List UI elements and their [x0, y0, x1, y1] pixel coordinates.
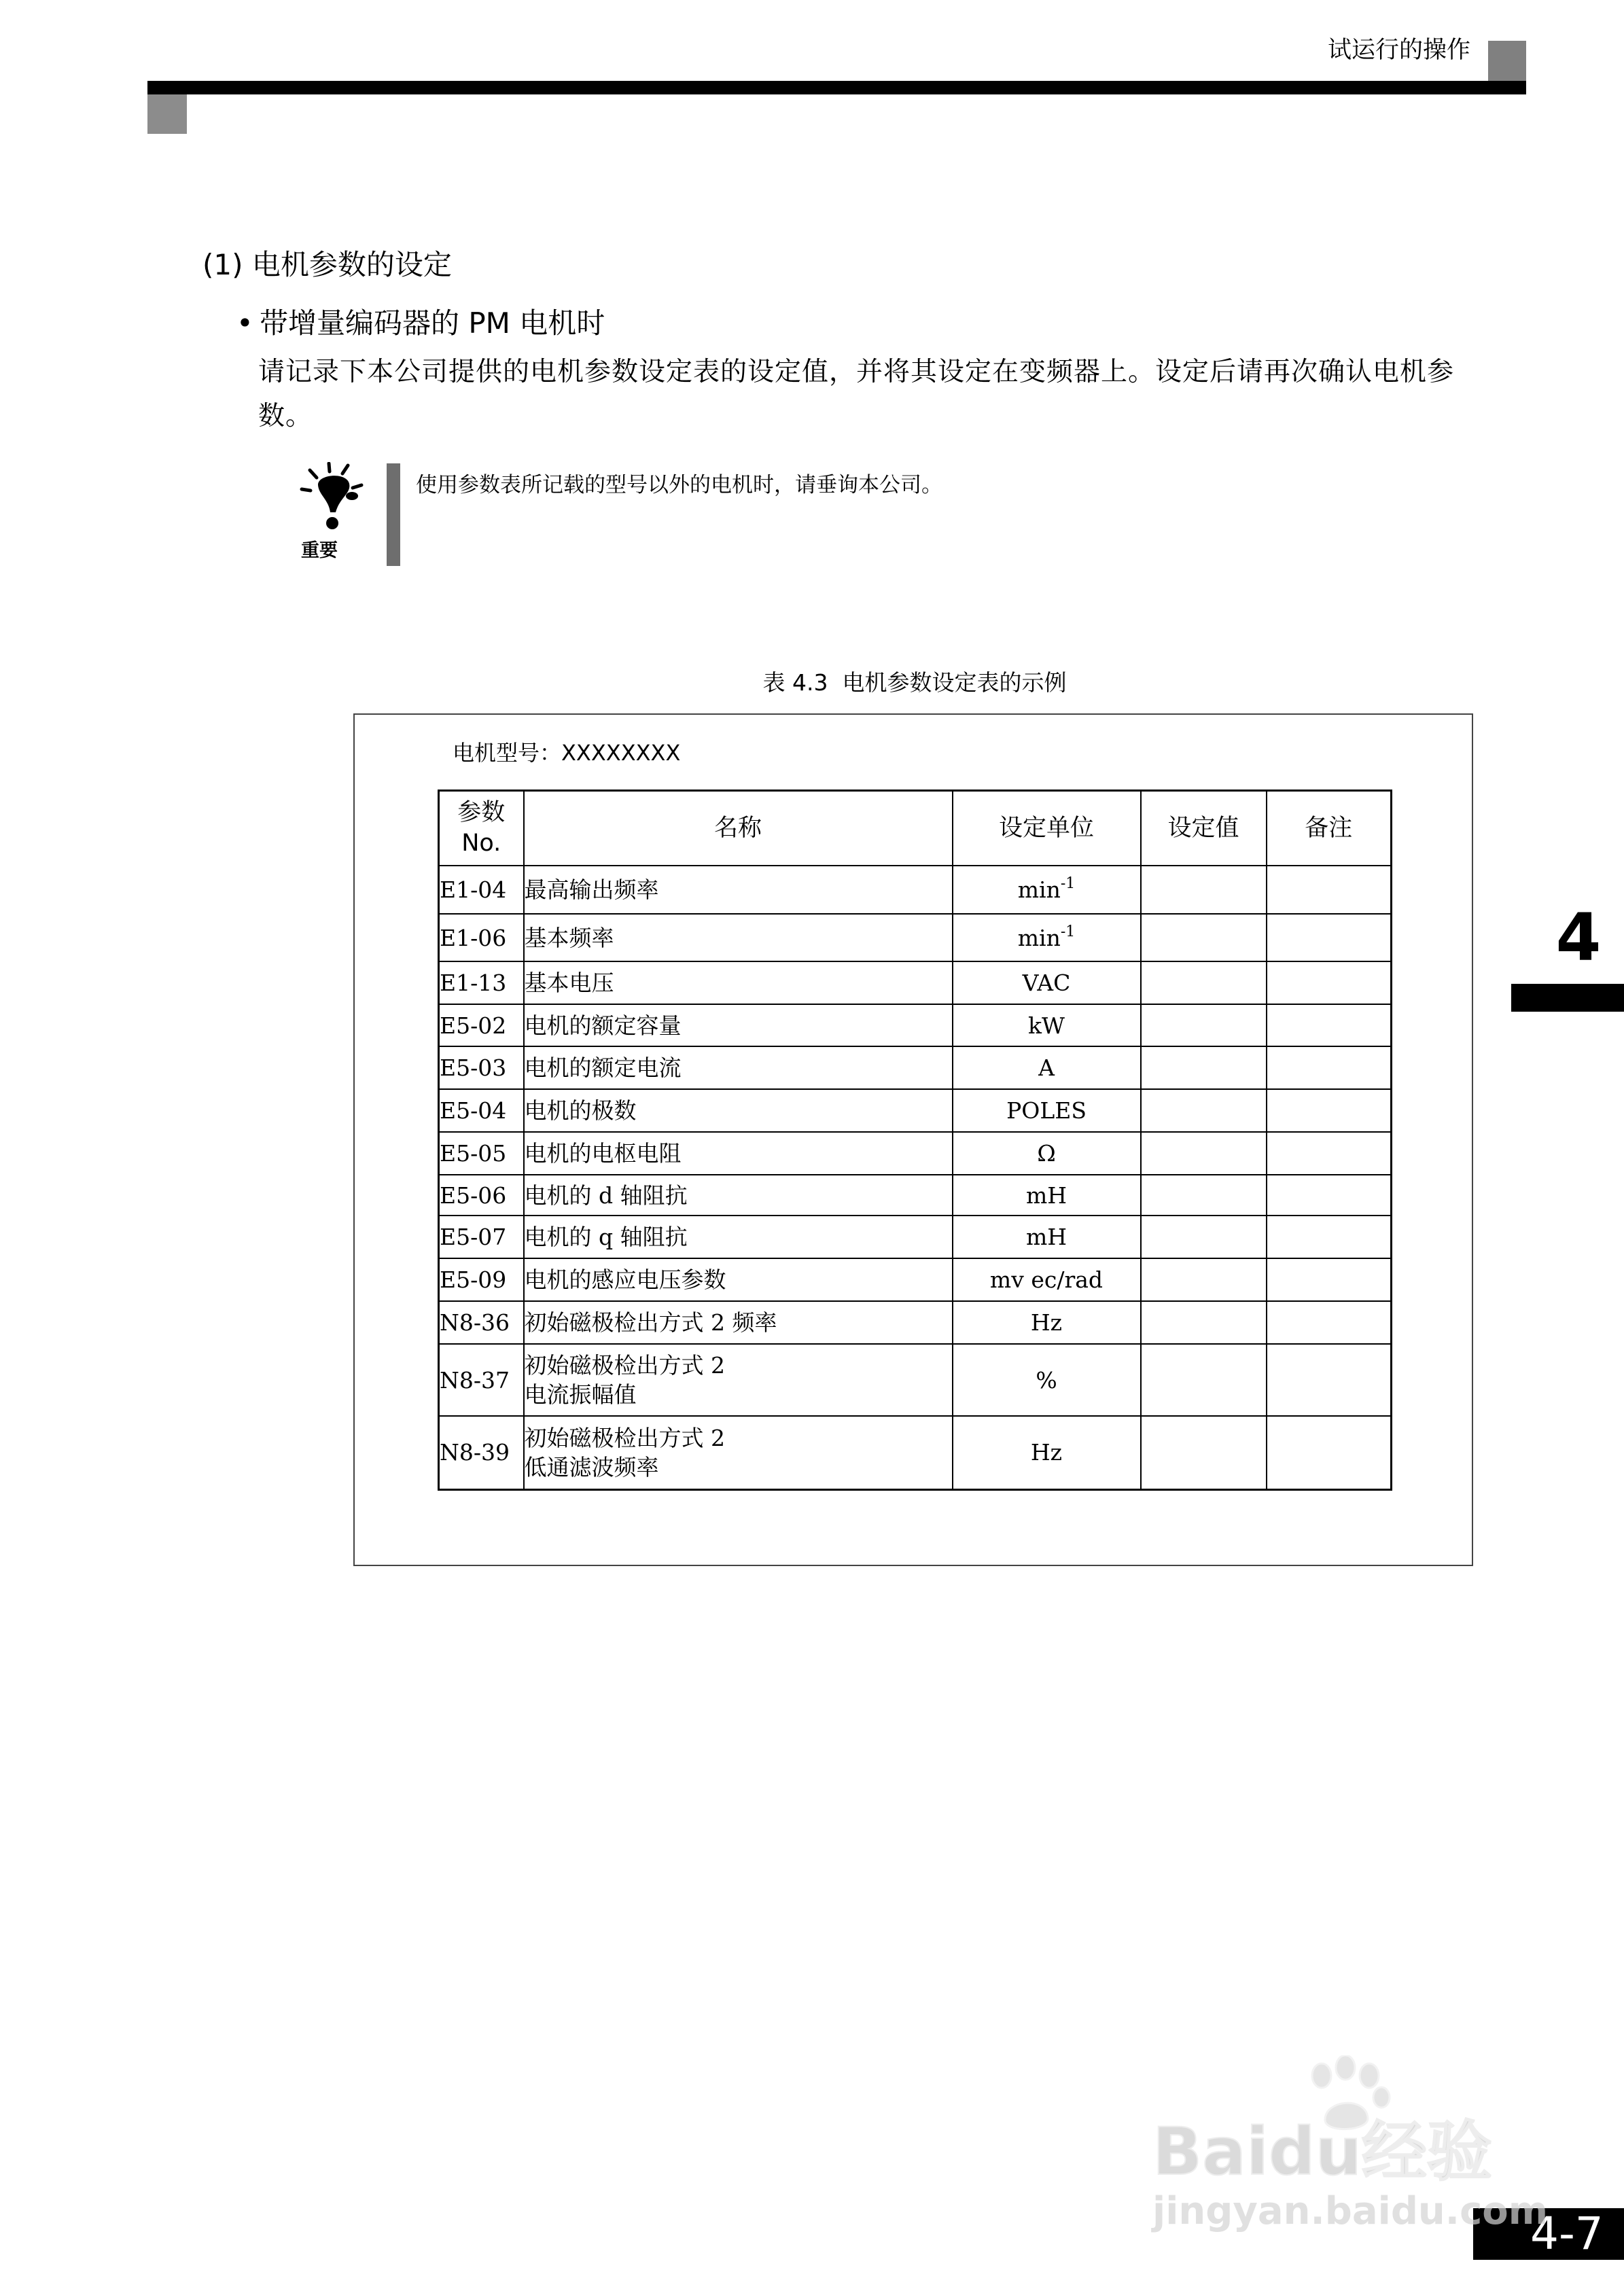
important-note-text: 使用参数表所记载的型号以外的电机时，请垂询本公司。: [416, 473, 942, 497]
remarks-cell: [1267, 1175, 1392, 1216]
table-row: [439, 914, 1392, 961]
header-remarks: [1267, 791, 1392, 866]
header-text: 参数: [457, 799, 506, 826]
param-name: 低通滤波频率: [524, 1453, 659, 1481]
param-no-cell: [439, 914, 524, 961]
param-name: 电流振幅值: [524, 1381, 637, 1408]
header-setting-value: [1141, 791, 1267, 866]
setting-unit: mH: [1025, 1224, 1067, 1250]
param-no: E1-04: [440, 876, 507, 903]
param-name: 电机的 q 轴阻抗: [524, 1224, 688, 1250]
table-row: [439, 1416, 1392, 1489]
remarks-cell: [1267, 1416, 1392, 1489]
param-no-cell: [439, 1132, 524, 1175]
chapter-tab-bar: [1511, 984, 1624, 1012]
table-row: [439, 1344, 1392, 1416]
param-name-cell: [524, 1132, 953, 1175]
param-name: 电机的 d 轴阻抗: [524, 1182, 688, 1209]
setting-unit: A: [1038, 1054, 1055, 1081]
header-text: 备注: [1305, 814, 1353, 842]
header-text: 名称: [713, 814, 762, 842]
setting-unit-cell: [953, 961, 1141, 1004]
setting-unit: min: [1017, 924, 1061, 951]
paragraph-line: 数。: [258, 401, 313, 431]
param-name: 最高输出频率: [524, 876, 659, 903]
setting-unit-cell: [953, 1301, 1141, 1344]
header-text: 设定值: [1167, 814, 1239, 842]
setting-value-cell: [1141, 1004, 1267, 1046]
remarks-cell: [1267, 866, 1392, 914]
remarks-cell: [1267, 1004, 1392, 1046]
remarks-cell: [1267, 1258, 1392, 1301]
watermark-brand: Baidu经验: [1152, 2114, 1492, 2190]
header-text: No.: [461, 830, 501, 857]
header-left-gray-square: [147, 94, 187, 134]
param-name: 电机的感应电压参数: [524, 1266, 726, 1293]
param-name: 初始磁极检出方式 2 频率: [524, 1309, 777, 1336]
param-name: 电机的极数: [524, 1097, 637, 1124]
setting-unit-cell: [953, 1089, 1141, 1132]
table-row: [439, 866, 1392, 914]
setting-unit-cell: [953, 1344, 1141, 1416]
setting-value-cell: [1141, 866, 1267, 914]
param-name-cell: [524, 1175, 953, 1216]
param-no-cell: [439, 866, 524, 914]
setting-value-cell: [1141, 1175, 1267, 1216]
table-row: [439, 1258, 1392, 1301]
param-no-cell: [439, 1089, 524, 1132]
setting-unit: mv ec/rad: [989, 1266, 1104, 1293]
param-name-cell: [524, 1216, 953, 1258]
setting-unit-cell: [953, 1132, 1141, 1175]
param-no-cell: [439, 1344, 524, 1416]
header-text: 设定单位: [998, 814, 1094, 842]
setting-value-cell: [1141, 1089, 1267, 1132]
param-no: N8-37: [440, 1366, 510, 1394]
remarks-cell: [1267, 1046, 1392, 1089]
sub-heading: 带增量编码器的 PM 电机时: [260, 306, 605, 340]
setting-value-cell: [1141, 1046, 1267, 1089]
setting-unit: kW: [1028, 1012, 1065, 1039]
table-row: [439, 1089, 1392, 1132]
chapter-number: 4: [1555, 900, 1602, 976]
param-no-cell: [439, 961, 524, 1004]
setting-unit: min: [1017, 876, 1061, 903]
param-name-cell: [524, 1004, 953, 1046]
remarks-cell: [1267, 1216, 1392, 1258]
table-row: [439, 1216, 1392, 1258]
table-row: [439, 1132, 1392, 1175]
setting-unit-cell: [953, 1258, 1141, 1301]
table-header-row: [439, 791, 1392, 866]
param-no: E5-09: [440, 1266, 507, 1293]
remarks-cell: [1267, 914, 1392, 961]
param-name: 电机的额定容量: [524, 1012, 682, 1039]
param-no-cell: [439, 1416, 524, 1489]
setting-unit: %: [1036, 1366, 1057, 1394]
remarks-cell: [1267, 1132, 1392, 1175]
section-heading: (1) 电机参数的设定: [202, 248, 452, 281]
param-name-cell: [524, 866, 953, 914]
param-no-cell: [439, 1046, 524, 1089]
setting-unit: POLES: [1006, 1097, 1087, 1124]
param-name: 电机的额定电流: [524, 1054, 682, 1081]
param-no: E1-13: [440, 970, 507, 996]
remarks-cell: [1267, 1089, 1392, 1132]
header-rule: [147, 81, 1526, 94]
param-no: E5-02: [440, 1012, 507, 1039]
setting-value-cell: [1141, 1344, 1267, 1416]
setting-unit: Hz: [1030, 1309, 1063, 1336]
header-param-no: [439, 791, 524, 866]
setting-unit-cell: [953, 1046, 1141, 1089]
param-name-cell: [524, 1301, 953, 1344]
table-row: [439, 1301, 1392, 1344]
param-name-cell: [524, 961, 953, 1004]
header-setting-unit: [953, 791, 1141, 866]
param-name-cell: [524, 1046, 953, 1089]
important-label: 重要: [301, 540, 338, 561]
param-no-cell: [439, 1004, 524, 1046]
setting-unit: VAC: [1022, 970, 1071, 996]
remarks-cell: [1267, 1344, 1392, 1416]
setting-value-cell: [1141, 1301, 1267, 1344]
setting-value-cell: [1141, 1216, 1267, 1258]
header-name: [524, 791, 953, 866]
running-header-title: 试运行的操作: [1328, 37, 1471, 64]
remarks-cell: [1267, 1301, 1392, 1344]
table-caption: 表 4.3 电机参数设定表的示例: [762, 669, 1067, 696]
setting-value-cell: [1141, 1132, 1267, 1175]
paragraph-line: 请记录下本公司提供的电机参数设定表的设定值，并将其设定在变频器上。设定后请再次确认电机参: [258, 357, 1455, 387]
motor-model-label: 电机型号：XXXXXXXX: [453, 740, 681, 766]
param-name-cell: [524, 1258, 953, 1301]
header-gray-square: [1488, 41, 1526, 81]
bullet-marker: •: [236, 306, 253, 340]
remarks-cell: [1267, 961, 1392, 1004]
param-name: 初始磁极检出方式 2: [524, 1352, 725, 1379]
setting-value-cell: [1141, 1416, 1267, 1489]
param-no-cell: [439, 1258, 524, 1301]
setting-unit: mH: [1025, 1182, 1067, 1209]
param-name: 电机的电枢电阻: [524, 1140, 682, 1167]
param-name-cell: [524, 1089, 953, 1132]
param-no: N8-39: [440, 1439, 510, 1466]
setting-unit-cell: [953, 1216, 1141, 1258]
param-no: N8-36: [440, 1309, 510, 1336]
param-name-cell: [524, 1344, 953, 1416]
setting-value-cell: [1141, 914, 1267, 961]
setting-unit: Ω: [1037, 1140, 1056, 1167]
page-number: 4-7: [1530, 2208, 1604, 2260]
watermark-url: jingyan.baidu.com: [1152, 2189, 1549, 2233]
param-no: E5-03: [440, 1054, 507, 1081]
table-row: [439, 961, 1392, 1004]
table-row: [439, 1175, 1392, 1216]
param-name: 初始磁极检出方式 2: [524, 1424, 725, 1451]
param-no-cell: [439, 1301, 524, 1344]
param-name: 基本频率: [524, 924, 614, 951]
setting-unit-cell: [953, 1175, 1141, 1216]
param-name-cell: [524, 1416, 953, 1489]
param-no: E5-04: [440, 1097, 507, 1124]
note-side-bar: [387, 463, 400, 566]
param-name-cell: [524, 914, 953, 961]
unit-superscript: -1: [1060, 875, 1076, 892]
table-row: [439, 1046, 1392, 1089]
setting-unit-cell: [953, 866, 1141, 914]
setting-value-cell: [1141, 1258, 1267, 1301]
table-body: [439, 866, 1392, 1489]
setting-unit-cell: [953, 1416, 1141, 1489]
param-no: E5-06: [440, 1182, 507, 1209]
setting-unit: Hz: [1030, 1439, 1063, 1466]
param-name: 基本电压: [524, 970, 614, 996]
param-no-cell: [439, 1175, 524, 1216]
param-no: E5-05: [440, 1140, 507, 1167]
setting-unit-cell: [953, 1004, 1141, 1046]
param-no-cell: [439, 1216, 524, 1258]
motor-parameter-table: [438, 790, 1392, 1491]
unit-superscript: -1: [1060, 923, 1076, 940]
setting-value-cell: [1141, 961, 1267, 1004]
param-no: E1-06: [440, 924, 507, 951]
table-row: [439, 1004, 1392, 1046]
important-exclamation-icon: [299, 462, 367, 544]
param-no: E5-07: [440, 1224, 507, 1250]
setting-unit-cell: [953, 914, 1141, 961]
